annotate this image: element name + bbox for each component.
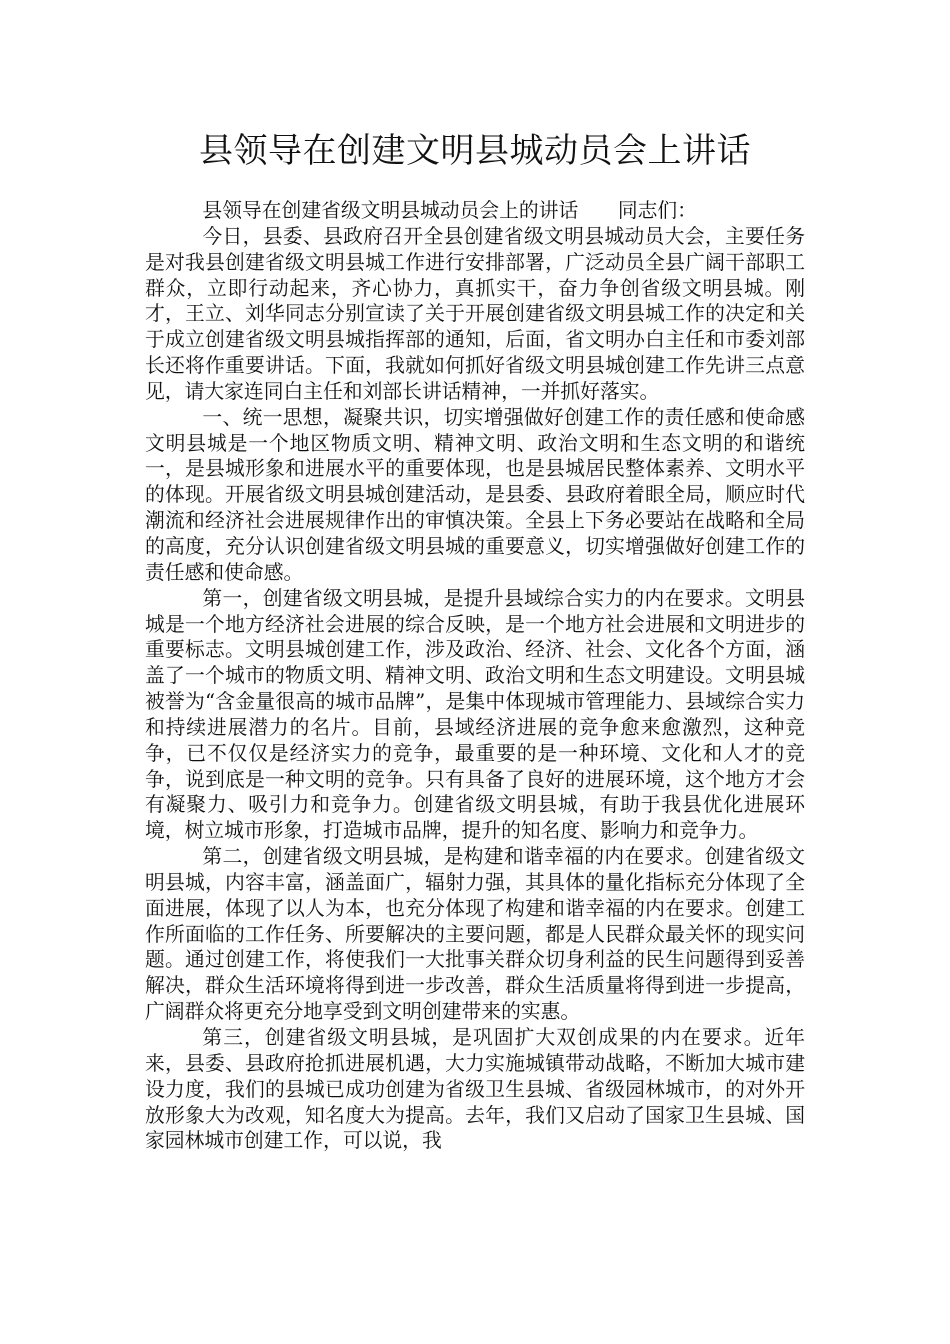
body-paragraph: 第二，创建省级文明县城，是构建和谐幸福的内在要求。创建省级文明县城，内容丰富，涵盖面广，辐射力强，其具体的量化指标充分体现了全面进展，体现了以人为本，也充分体现了构建和谐幸福的内在要求。创建工作所面临的工作任务、所要解决的主要问题，都是人民群众最关怀的现实问题。通过创建工作，将使我们一大批事关群众切身利益的民生问题得到妥善解决，群众生活环境将得到进一步改善，群众生活质量将得到进一步提高，广阔群众将更充分地享受到文明创建带来的实惠。 (145, 845, 805, 1024)
document-body (145, 198, 825, 1154)
body-paragraph: 第三，创建省级文明县城，是巩固扩大双创成果的内在要求。近年来，县委、县政府抢抓进展机遇，大力实施城镇带动战略，不断加大城市建设力度，我们的县城已成功创建为省级卫生县城、省级园林城市，的对外开放形象大为改观，知名度大为提高。去年，我们又启动了国家卫生县城、国家园林城市创建工作，可以说，我 (145, 1026, 805, 1153)
body-paragraph: 今日，县委、县政府召开全县创建省级文明县城动员大会，主要任务是对我县创建省级文明县城工作进行安排部署，广泛动员全县广阔干部职工群众，立即行动起来，齐心协力，真抓实干，奋力争创省级文明县城。刚才，王立、刘华同志分别宣读了关于开展创建省级文明县城工作的决定和关于成立创建省级文明县城指挥部的通知，后面，省文明办白主任和市委刘部长还将作重要讲话。下面，我就如何抓好省级文明县城创建工作先讲三点意见，请大家连同白主任和刘部长讲话精神，一并抓好落实。 (145, 224, 805, 403)
body-paragraph: 第一，创建省级文明县城，是提升县域综合实力的内在要求。文明县城是一个地方经济社会进展的综合反映，是一个地方社会进展和文明进步的重要标志。文明县城创建工作，涉及政治、经济、社会、文化各个方面，涵盖了一个城市的物质文明、精神文明、政治文明和生态文明建设。文明县城被誉为“含金量很高的城市品牌”，是集中体现城市管理能力、县域综合实力和持续进展潜力的名片。目前，县域经济进展的竞争愈来愈激烈，这种竞争，已不仅仅是经济实力的竞争，最重要的是一种环境、文化和人才的竞争，说到底是一种文明的竞争。只有具备了良好的进展环境，这个地方才会有凝聚力、吸引力和竞争力。创建省级文明县城，有助于我县优化进展环境，树立城市形象，打造城市品牌，提升的知名度、影响力和竞争力。 (145, 586, 805, 843)
body-paragraph: 一、统一思想，凝聚共识，切实增强做好创建工作的责任感和使命感 文明县城是一个地区物质文明、精神文明、政治文明和生态文明的和谐统一，是县城形象和进展水平的重要体现，也是县城居民整体素养、文明水平的体现。开展省级文明县城创建活动，是县委、县政府着眼全局，顺应时代潮流和经济社会进展规律作出的审慎决策。全县上下务必要站在战略和全局的高度，充分认识创建省级文明县城的重要意义，切实增强做好创建工作的责任感和使命感。 (145, 405, 825, 584)
salutation-paragraph: 县领导在创建省级文明县城动员会上的讲话 同志们： (202, 199, 697, 222)
document-title: 县领导在创建文明县城动员会上讲话 (199, 131, 751, 171)
